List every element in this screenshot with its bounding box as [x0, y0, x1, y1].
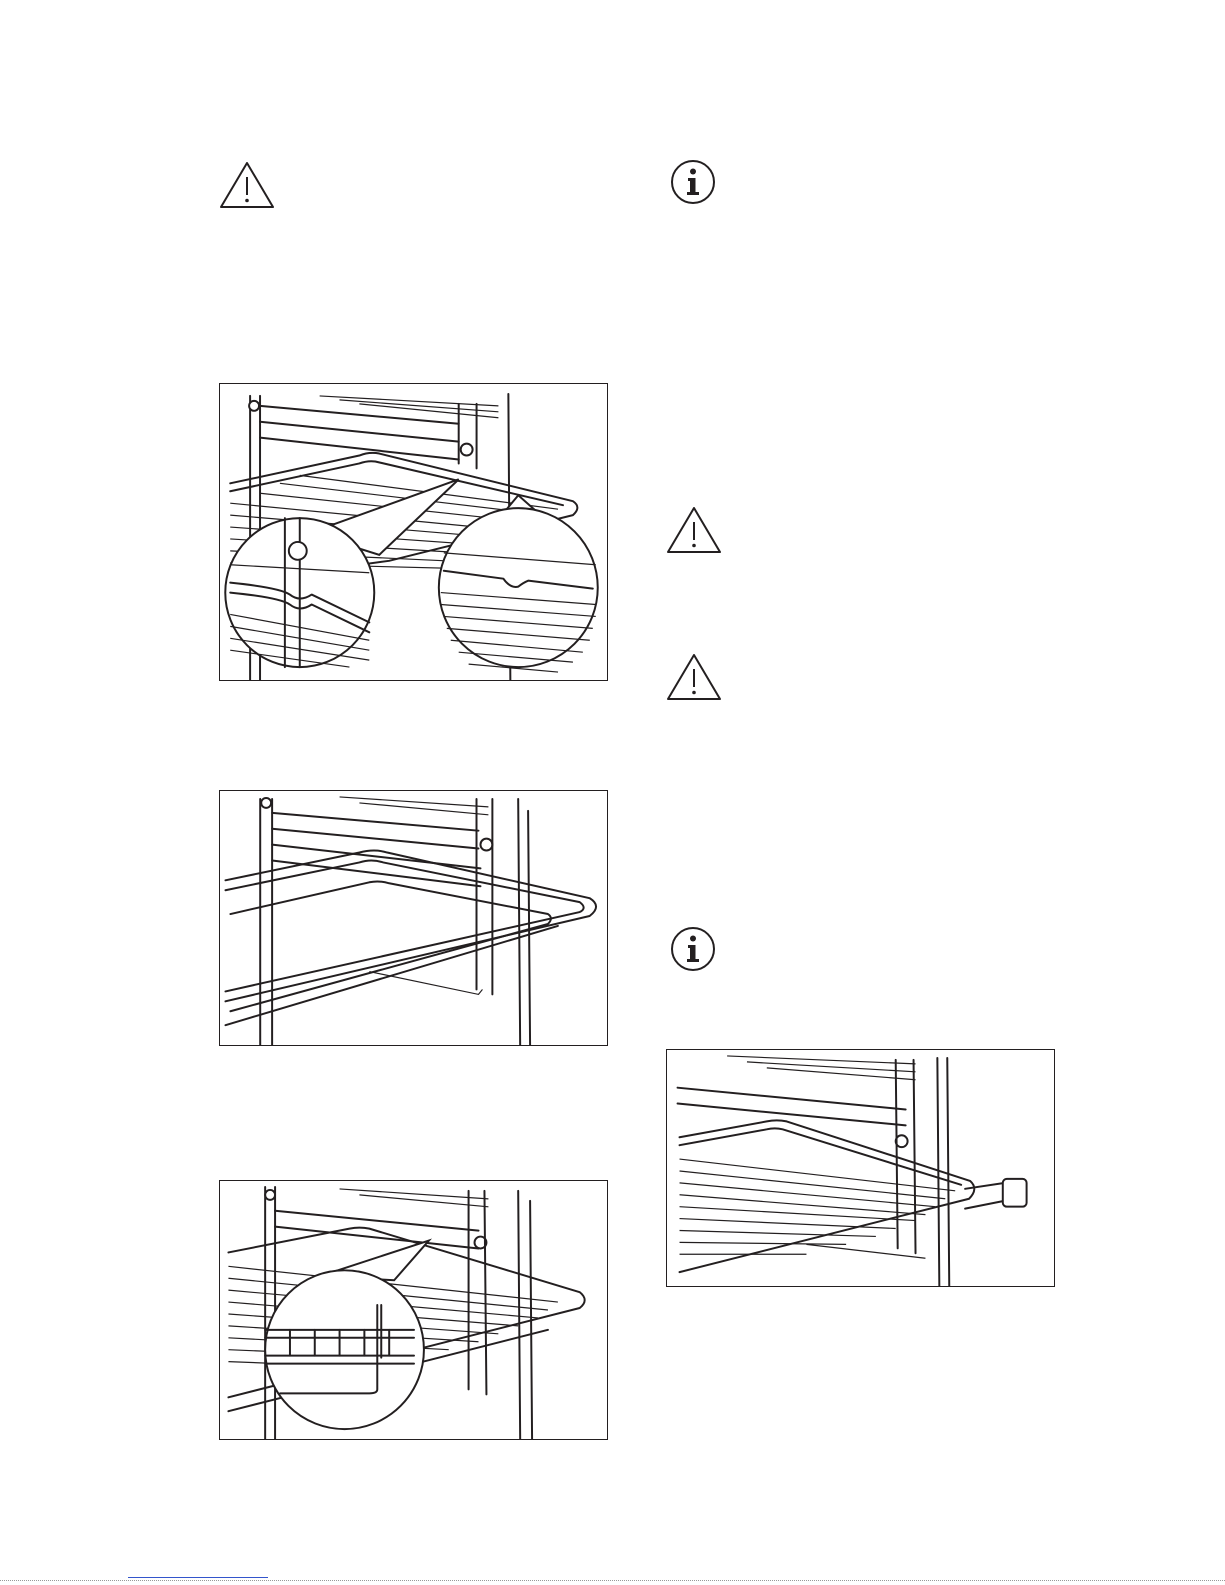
wire-shelf-pan-illustration: [220, 1181, 607, 1439]
footer-rule: [0, 1580, 1225, 1581]
warning-triangle-icon: [665, 652, 723, 702]
figure-wire-shelf-and-pan: [219, 1180, 608, 1440]
info-circle-icon: [669, 158, 717, 206]
figure-wire-shelf-detail: [219, 383, 608, 681]
figure-deep-pan: [219, 790, 608, 1046]
figure-telescopic-runner: [666, 1049, 1055, 1287]
warning-triangle-icon: [218, 160, 276, 210]
warning-triangle-icon: [665, 505, 723, 555]
wire-shelf-illustration: [220, 384, 607, 680]
footer-link-underline[interactable]: [128, 1577, 268, 1578]
telescopic-runner-illustration: [667, 1050, 1054, 1286]
deep-pan-illustration: [220, 791, 607, 1045]
info-circle-icon: [669, 925, 717, 973]
